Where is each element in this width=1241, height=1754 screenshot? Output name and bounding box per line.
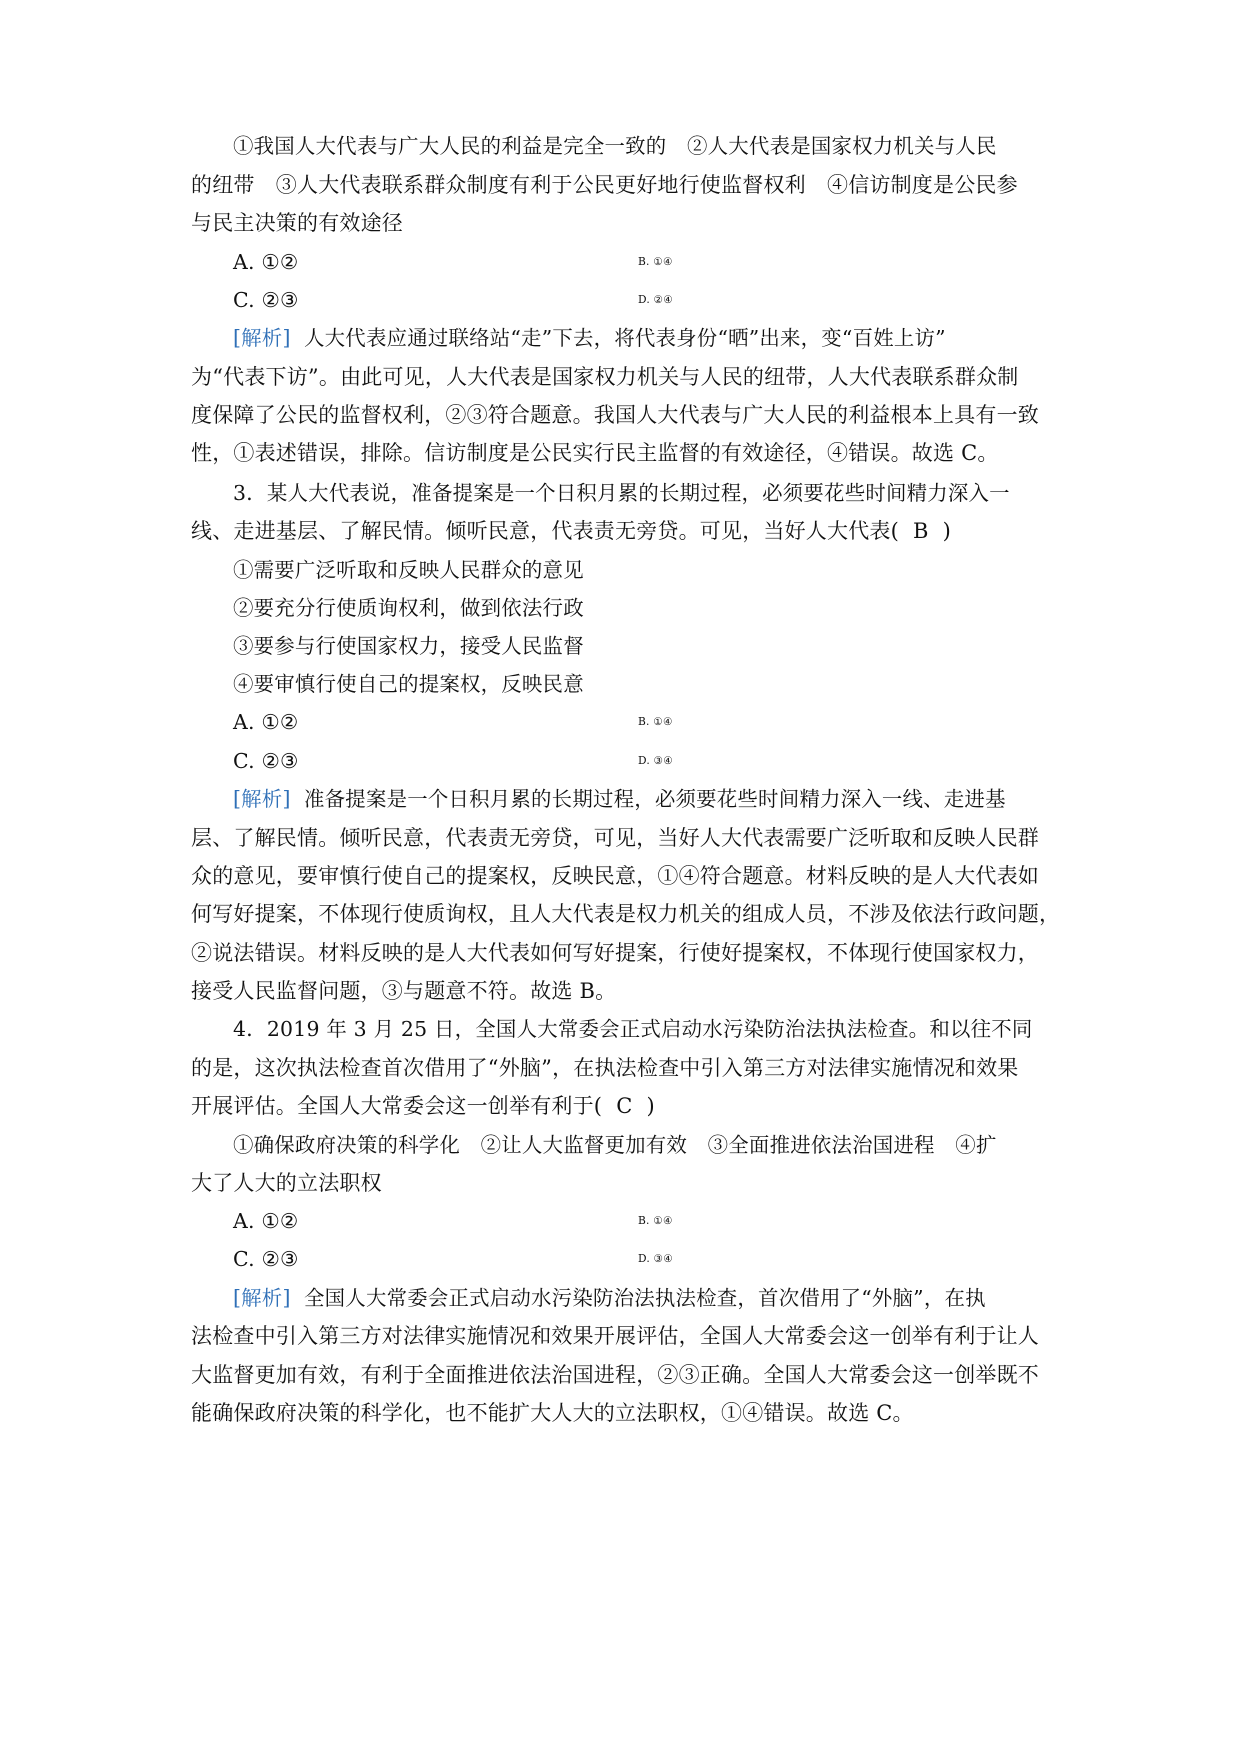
q3-analysis-line: 接受人民监督问题，③与题意不符。故选 B。 <box>191 979 617 1003</box>
q4-analysis-line <box>233 1283 1103 1313</box>
q2-statement-line: 与民主决策的有效途径 <box>191 211 403 235</box>
q3-stem-close: ) <box>942 519 952 543</box>
q3-stem-line: 3．某人大代表说，准备提案是一个日积月累的长期过程，必须要花些时间精力深入一 <box>233 481 1010 505</box>
q4-option-a: A. ①② <box>233 1209 299 1233</box>
q2-option-b: B. ①④ <box>638 255 673 268</box>
q4-analysis-line: 能确保政府决策的科学化，也不能扩大人大的立法职权，①④错误。故选 C。 <box>191 1401 914 1425</box>
q4-option-d: D. ③④ <box>638 1252 674 1265</box>
q3-option-a: A. ①② <box>233 710 299 734</box>
q3-item: ③要参与行使国家权力，接受人民监督 <box>233 634 584 658</box>
q4-option-c: C. ②③ <box>233 1247 299 1271</box>
q3-analysis-line: 何写好提案，不体现行使质询权，且人大代表是权力机关的组成人员，不涉及依法行政问题， <box>191 902 1061 926</box>
q2-statement-line: ①我国人大代表与广大人民的利益是完全一致的 ②人大代表是国家权力机关与人民 <box>233 134 997 158</box>
q3-answer: B <box>913 519 929 543</box>
q4-statement-line: 大了人大的立法职权 <box>191 1171 382 1195</box>
q3-item: ①需要广泛听取和反映人民群众的意见 <box>233 558 584 582</box>
q3-analysis-line: 层、了解民情。倾听民意，代表责无旁贷，可见，当好人大代表需要广泛听取和反映人民群 <box>191 826 1039 850</box>
q4-analysis-line: 法检查中引入第三方对法律实施情况和效果开展评估，全国人大常委会这一创举有利于让人 <box>191 1324 1039 1348</box>
analysis-text: 人大代表应通过联络站“走”下去，将代表身份“晒”出来，变“百姓上访” <box>304 326 946 350</box>
q4-analysis-line: 大监督更加有效，有利于全面推进依法治国进程，②③正确。全国人大常委会这一创举既不 <box>191 1363 1039 1387</box>
q3-analysis-line <box>233 784 1103 814</box>
q4-stem-line: 的是，这次执法检查首次借用了“外脑”，在执法检查中引入第三方对法律实施情况和效果 <box>191 1056 1019 1080</box>
q3-analysis-line: ②说法错误。材料反映的是人大代表如何写好提案，行使好提案权，不体现行使国家权力， <box>191 941 1039 965</box>
q4-stem-line: 4．2019 年 3 月 25 日，全国人大常委会正式启动水污染防治法执法检查。和以往不同 <box>233 1017 1033 1041</box>
q3-analysis-line: 众的意见，要审慎行使自己的提案权，反映民意，①④符合题意。材料反映的是人大代表如 <box>191 864 1039 888</box>
q4-stem-close: ) <box>646 1094 655 1118</box>
analysis-text: 准备提案是一个日积月累的长期过程，必须要花些时间精力深入一线、走进基 <box>304 787 1006 811</box>
q3-item: ④要审慎行使自己的提案权，反映民意 <box>233 672 584 696</box>
q4-stem-text: 开展评估。全国人大常委会这一创举有利于( <box>191 1094 603 1118</box>
q2-statement-line: 的纽带 ③人大代表联系群众制度有利于公民更好地行使监督权利 ④信访制度是公民参 <box>191 173 1018 197</box>
q2-analysis-line: 度保障了公民的监督权利，②③符合题意。我国人大代表与广大人民的利益根本上具有一致 <box>191 403 1039 427</box>
q2-option-d: D. ②④ <box>638 293 674 306</box>
q3-option-c: C. ②③ <box>233 749 299 773</box>
q2-option-a: A. ①② <box>233 250 299 274</box>
q4-answer: C <box>616 1094 633 1118</box>
q4-statement-line: ①确保政府决策的科学化 ②让人大监督更加有效 ③全面推进依法治国进程 ④扩 <box>233 1133 997 1157</box>
q3-stem-line <box>191 516 1061 546</box>
q3-option-b: B. ①④ <box>638 715 673 728</box>
analysis-tag: [解析] <box>233 1286 291 1310</box>
q2-analysis-line <box>233 323 1103 353</box>
q2-analysis-line: 为“代表下访”。由此可见，人大代表是国家权力机关与人民的纽带，人大代表联系群众制 <box>191 365 1019 389</box>
q4-stem-line <box>191 1091 1061 1121</box>
q3-item: ②要充分行使质询权利，做到依法行政 <box>233 596 584 620</box>
q2-analysis-line: 性，①表述错误，排除。信访制度是公民实行民主监督的有效途径，④错误。故选 C。 <box>191 441 999 465</box>
analysis-tag: [解析] <box>233 787 291 811</box>
analysis-tag: [解析] <box>233 326 291 350</box>
q3-stem-text: 线、走进基层、了解民情。倾听民意，代表责无旁贷。可见，当好人大代表( <box>191 519 899 543</box>
analysis-text: 全国人大常委会正式启动水污染防治法执法检查，首次借用了“外脑”，在执 <box>304 1286 986 1310</box>
q2-option-c: C. ②③ <box>233 288 299 312</box>
q4-option-b: B. ①④ <box>638 1214 673 1227</box>
q3-option-d: D. ③④ <box>638 754 674 767</box>
